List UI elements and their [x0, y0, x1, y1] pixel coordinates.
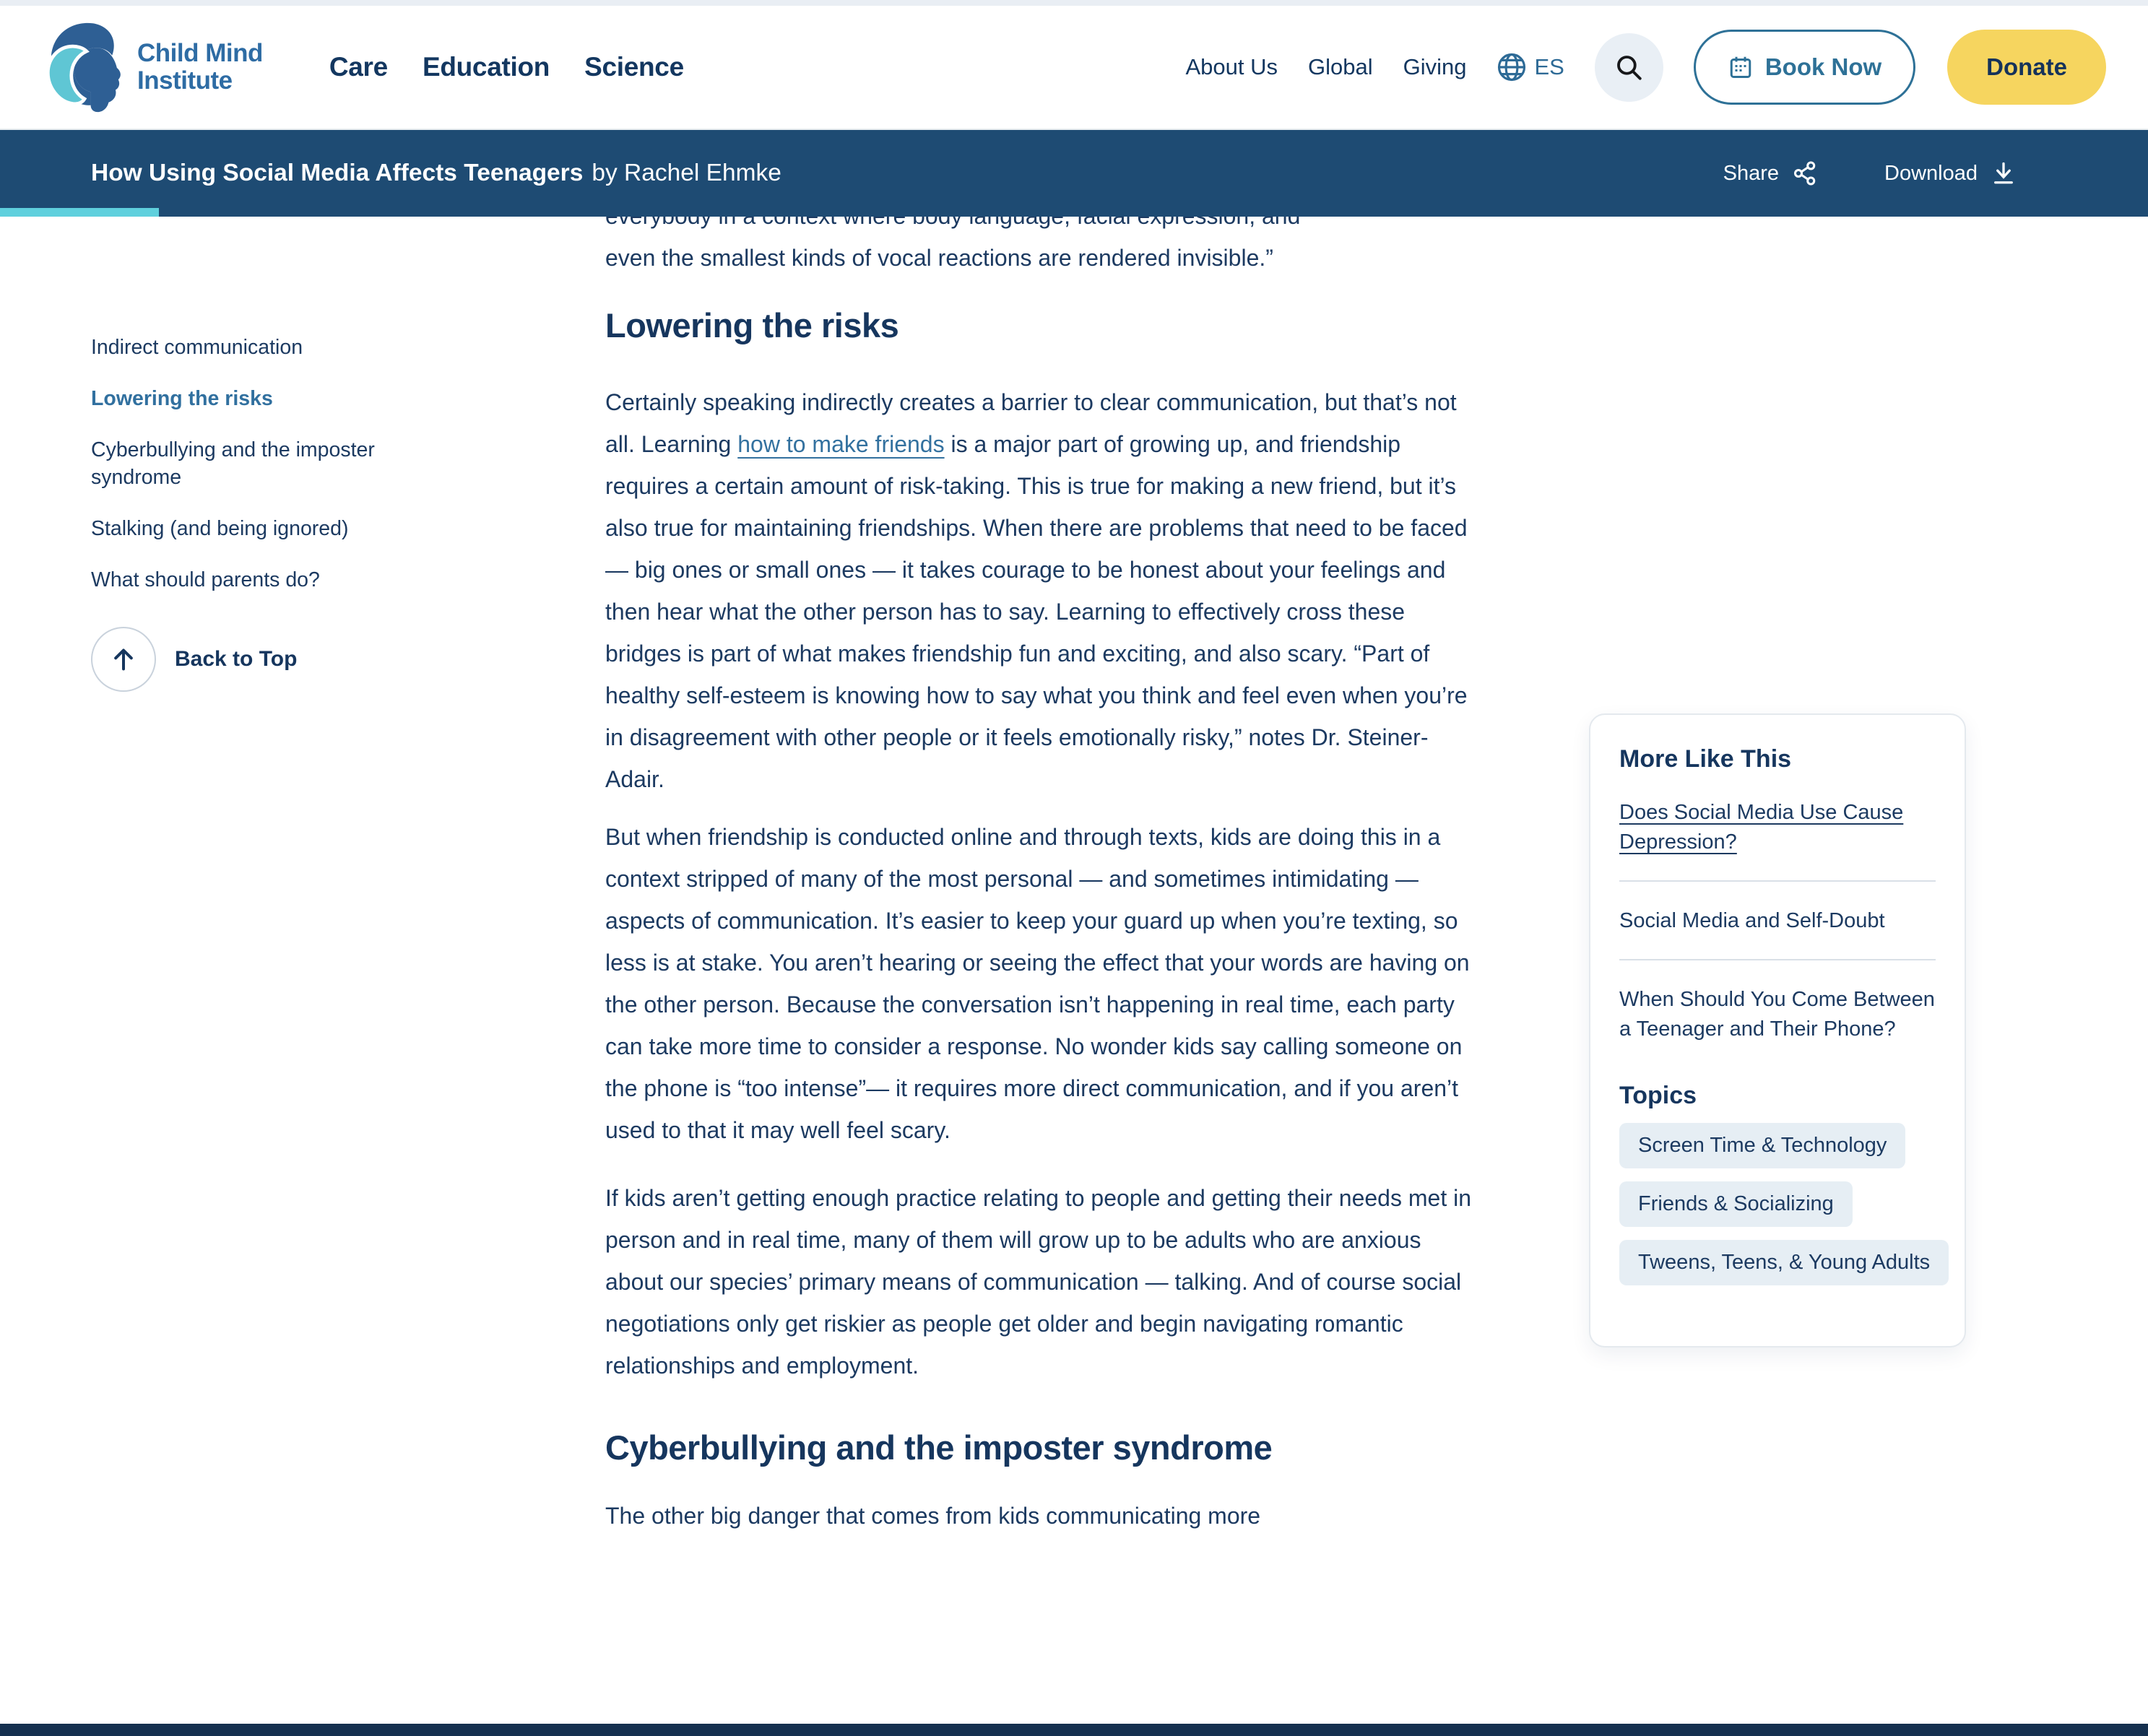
- site-header: [0, 6, 2148, 130]
- back-to-top-label: Back to Top: [175, 647, 298, 671]
- book-now-label: Book Now: [1764, 53, 1882, 80]
- search-icon: [1614, 52, 1644, 82]
- paragraph-text: Certainly speaking indirectly creates a barrier to clear communication, but that’s not all. Learning: [605, 389, 1457, 457]
- download-button[interactable]: [1884, 160, 2017, 186]
- footer-strip: [0, 1724, 2148, 1736]
- related-link-self-doubt[interactable]: Social Media and Self-Doubt: [1619, 909, 1885, 932]
- article-bar-byline: by Rachel Ehmke: [592, 160, 781, 186]
- topic-tag-tweens-teens[interactable]: Tweens, Teens, & Young Adults: [1619, 1240, 1949, 1285]
- toc-item-stalking[interactable]: Stalking (and being ignored): [91, 517, 349, 540]
- secondary-nav: [1185, 54, 1466, 80]
- top-edge-strip: [0, 0, 2148, 6]
- paragraph-text: is a major part of growing up, and friendship requires a certain amount of risk-taking. This is true for making a new friend, but it’s also true for maintaining friendships. When there are problems that need to be faced — big ones or small ones — it takes courage to be honest about your feelings and then hear what the other person has to say. Learning to effectively cross these bridges is part of what makes friendship fun and exciting, and also scary. “Part of healthy self-esteem is knowing how to say what you think and feel even when you’re in disagreement with other people or it feels emotionally risky,” notes Dr. Steiner-Adair.: [605, 431, 1468, 792]
- article-paragraph: If kids aren’t getting enough practice relating to people and getting their needs met in person and in real time, many of them will grow up to be adults who are anxious about our species’ primary means of communication — talking. And of course social negotiations only get riskier as people get older and begin navigating romantic relationships and employment.: [605, 1185, 1471, 1379]
- search-button[interactable]: [1595, 33, 1663, 102]
- toc-item-lowering-the-risks[interactable]: Lowering the risks: [91, 387, 273, 410]
- calendar-icon: [1728, 54, 1754, 80]
- toc-item-cyberbullying[interactable]: Cyberbullying and the imposter syndrome: [91, 438, 375, 489]
- table-of-contents: [91, 334, 386, 692]
- donate-button[interactable]: [1947, 30, 2106, 105]
- share-button[interactable]: [1723, 160, 1818, 186]
- article-paragraph: But when friendship is conducted online and through texts, kids are doing this in a context stripped of many of the most personal — and sometimes intimidating — aspects of communication. It’s easier to keep your guard up when you’re texting, so less is at stake. You aren’t hearing or seeing the effect that your words are having on the other person. Because the conversation isn’t happening in real time, each party can take more time to consider a response. No wonder kids say calling someone on the phone is “too intense”— it requires more direct communication, and if you aren’t used to that it may well feel scary.: [605, 824, 1470, 1143]
- nav-giving[interactable]: Giving: [1403, 54, 1467, 79]
- article-paragraph-partial: The other big danger that comes from kids communicating more: [605, 1503, 1261, 1529]
- section-heading-cyberbullying: Cyberbullying and the imposter syndrome: [605, 1428, 1273, 1467]
- reading-progress-bar: [0, 208, 159, 217]
- language-label: ES: [1534, 54, 1564, 79]
- logo-heads-icon: [42, 20, 126, 114]
- globe-icon: [1497, 52, 1527, 82]
- primary-nav: [329, 52, 684, 82]
- header-right-group: [1185, 30, 2106, 105]
- article-body: [605, 217, 1478, 1537]
- logo-wordmark: Child Mind Institute: [137, 39, 263, 95]
- related-link-teenager-phone[interactable]: When Should You Come Between a Teenager and Their Phone?: [1619, 988, 1935, 1041]
- nav-about-us[interactable]: About Us: [1185, 54, 1278, 79]
- share-label: Share: [1723, 161, 1780, 185]
- download-label: Download: [1884, 161, 1978, 185]
- book-now-button[interactable]: [1694, 30, 1915, 105]
- clipped-line-2: even the smallest kinds of vocal reactions are rendered invisible.”: [605, 245, 1273, 271]
- toc-item-indirect-communication[interactable]: Indirect communication: [91, 336, 303, 359]
- nav-global[interactable]: Global: [1307, 54, 1373, 79]
- divider: [1619, 880, 1936, 882]
- article-bar-title: How Using Social Media Affects Teenagers: [91, 160, 584, 186]
- toc-item-what-should-parents-do[interactable]: What should parents do?: [91, 568, 320, 591]
- divider: [1619, 959, 1936, 960]
- topics-tags: [1619, 1123, 1936, 1285]
- article-paragraph: [605, 381, 1478, 800]
- more-like-this-card: [1589, 713, 1966, 1347]
- section-heading-lowering-the-risks: Lowering the risks: [605, 306, 899, 344]
- sticky-article-bar: [0, 130, 2148, 217]
- child-mind-institute-logo[interactable]: [42, 20, 263, 114]
- topics-heading: Topics: [1619, 1082, 1697, 1109]
- back-to-top-button[interactable]: [91, 627, 386, 692]
- nav-care[interactable]: Care: [329, 52, 388, 82]
- up-arrow-icon: [91, 627, 156, 692]
- download-icon: [1991, 160, 2017, 186]
- nav-education[interactable]: Education: [422, 52, 550, 82]
- topic-tag-screen-time[interactable]: Screen Time & Technology: [1619, 1123, 1905, 1168]
- donate-label: Donate: [1986, 53, 2067, 80]
- more-like-this-heading: More Like This: [1619, 745, 1792, 773]
- share-icon: [1792, 160, 1818, 186]
- nav-science[interactable]: Science: [584, 52, 684, 82]
- related-link-depression[interactable]: Does Social Media Use Cause Depression?: [1619, 801, 1904, 854]
- how-to-make-friends-link[interactable]: how to make friends: [737, 431, 945, 457]
- article-bar-actions: [1723, 160, 2017, 186]
- topic-tag-friends-socializing[interactable]: Friends & Socializing: [1619, 1181, 1853, 1227]
- language-switcher[interactable]: [1497, 52, 1564, 82]
